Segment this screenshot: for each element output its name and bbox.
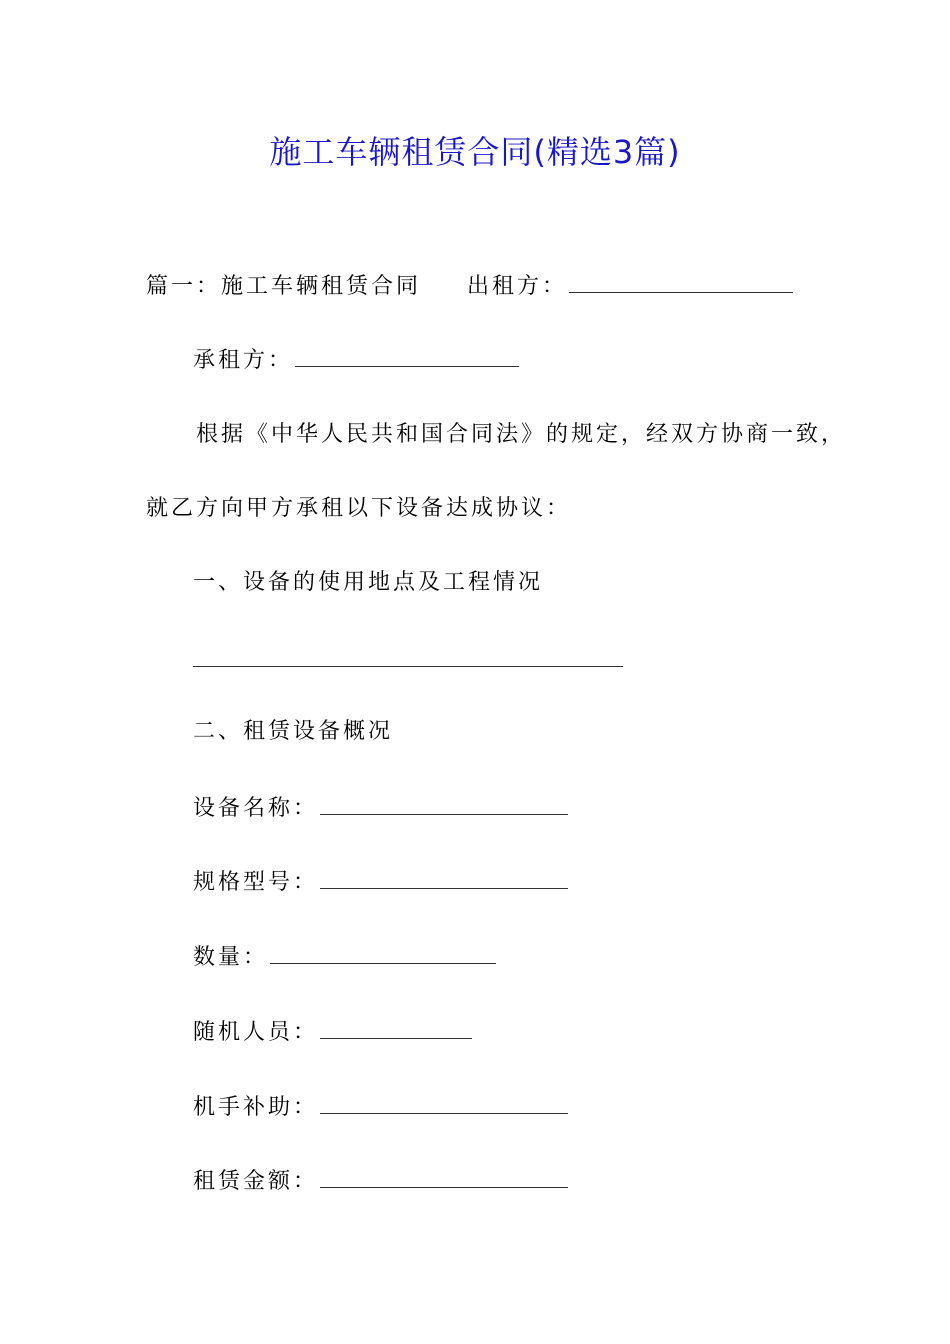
lessor-label: 出租方： [467,274,568,299]
field-model [193,866,568,898]
section-heading: 篇一：施工车辆租赁合同 [146,274,422,299]
field-equipment-name [193,792,568,824]
lessee-label: 承租方： [193,348,294,373]
clause-1-blank[interactable] [193,666,623,667]
field-blank[interactable] [320,1165,568,1188]
section-heading-line [146,270,793,302]
field-label: 数量： [193,945,269,970]
clause-1-heading: 一、设备的使用地点及工程情况 [193,570,544,595]
field-blank[interactable] [320,1016,472,1039]
field-rental-amount [193,1165,568,1197]
field-label: 设备名称： [193,796,319,821]
field-label: 随机人员： [193,1020,319,1045]
field-label: 机手补助： [193,1095,319,1120]
field-label: 规格型号： [193,870,319,895]
clause-2-heading: 二、租赁设备概况 [193,719,394,744]
field-personnel [193,1016,472,1048]
field-label: 租赁金额： [193,1169,319,1194]
field-blank[interactable] [320,1091,568,1114]
intro-line-1: 根据《中华人民共和国合同法》的规定，经双方协商一致， [196,422,847,447]
field-blank[interactable] [320,792,568,815]
field-blank[interactable] [320,866,568,889]
lessee-line [193,344,519,376]
lessee-blank[interactable] [295,344,519,367]
intro-line-2: 就乙方向甲方承租以下设备达成协议： [146,496,572,521]
lessor-blank[interactable] [569,270,793,293]
field-blank[interactable] [270,941,496,964]
field-quantity [193,941,496,973]
field-operator-allowance [193,1091,568,1123]
document-title: 施工车辆租赁合同(精选3篇) [269,133,681,171]
